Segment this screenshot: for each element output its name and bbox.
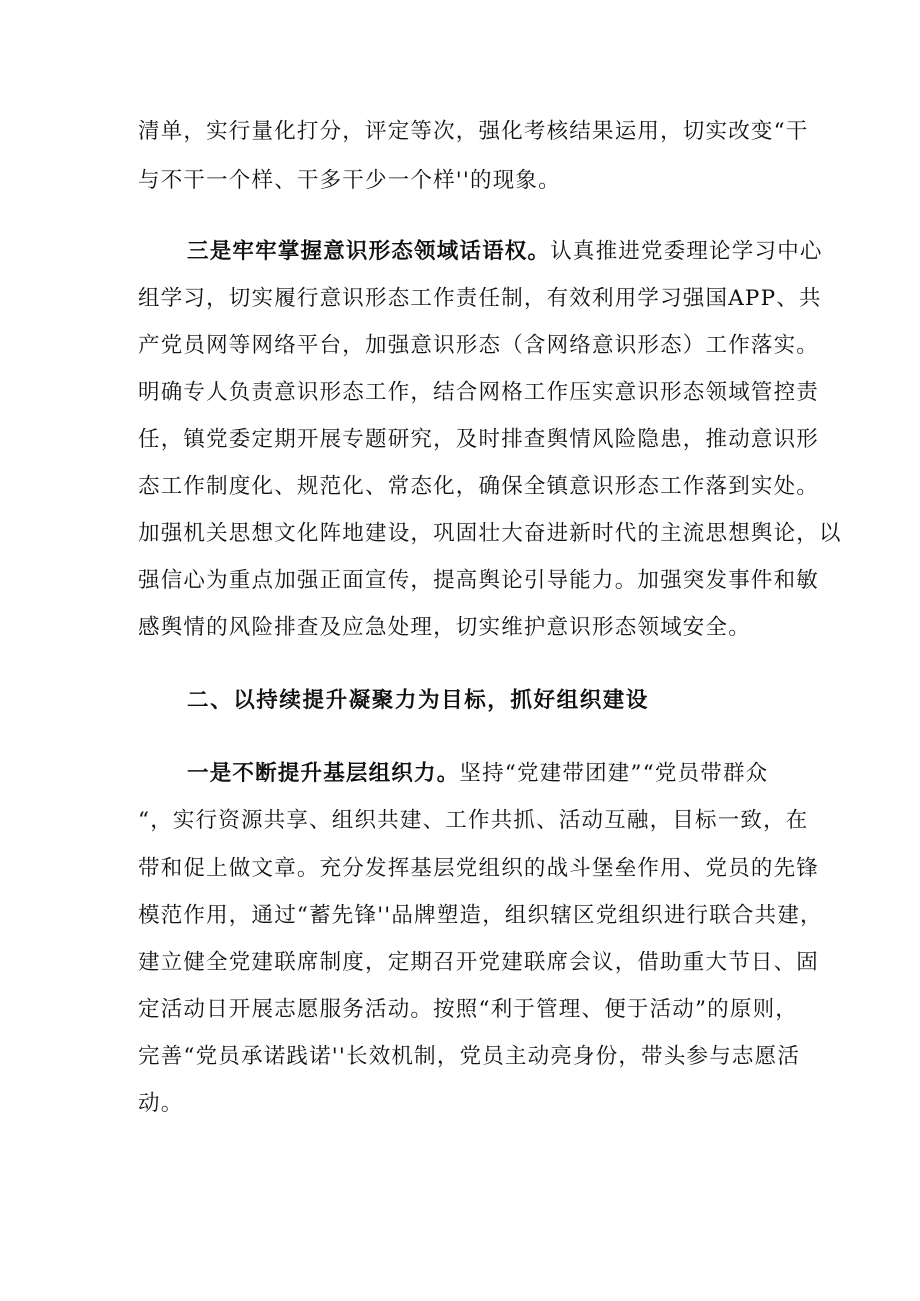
paragraph-3-line-1 [187,754,798,794]
paragraph-2-lead: 三是牢牢掌握意识形态领域话语权。 [187,239,551,264]
paragraph-3-line-7: 完善“党员承诺践诺''长效机制，党员主动亮身份，带头参与志愿活 [138,1044,801,1069]
paragraph-2-line-7: 加强机关思想文化阵地建设，巩固壮大奋进新时代的主流思想舆论，以 [138,521,842,546]
paragraph-2-line-5: 任，镇党委定期开展专题研究，及时排查舆情风险隐患，推动意识形 [138,427,820,452]
paragraph-2-line-6: 态工作制度化、规范化、常态化，确保全镇意识形态工作落到实处。 [138,474,820,499]
paragraph-3-line-2: “，实行资源共享、组织共建、工作共抓、活动互融，目标一致，在 [138,808,809,833]
paragraph-2-first-line-rest: 认真推进党委理论学习中心 [550,239,823,264]
section-heading: 二、以持续提升凝聚力为目标，抓好组织建设 [187,688,650,713]
paragraph-2-line-2: 组学习，切实履行意识形态工作责任制，有效利用学习强国APP、共 [138,286,822,311]
paragraph-3-first-line-rest: 坚持“党建带团建”“党员带群众 [459,761,769,786]
paragraph-2-line-8: 强信心为重点加强正面宣传，提高舆论引导能力。加强突发事件和敏 [138,568,820,593]
paragraph-2-line-1 [187,232,823,272]
paragraph-1-line-2: 与不干一个样、干多干少一个样''的现象。 [138,168,561,193]
paragraph-3-lead: 一是不断提升基层组织力。 [187,761,460,786]
paragraph-3-line-6: 定活动日开展志愿服务活动。按照“利于管理、便于活动”的原则， [138,997,798,1022]
paragraph-3-line-5: 建立健全党建联席制度，定期召开党建联席会议，借助重大节日、固 [138,950,820,975]
paragraph-3-line-3: 带和促上做文章。充分发挥基层党组织的战斗堡垒作用、党员的先锋 [138,856,820,881]
paragraph-2-line-9: 感舆情的风险排查及应急处理，切实维护意识形态领域安全。 [138,615,751,640]
paragraph-3-line-4: 模范作用，通过“蓄先锋''品牌塑造，组织辖区党组织进行联合共建， [138,903,823,928]
paragraph-2-line-4: 明确专人负责意识形态工作，结合网格工作压实意识形态领域管控责 [138,380,820,405]
paragraph-2-line-3: 产党员网等网络平台，加强意识形态（含网络意识形态）工作落实。 [138,333,820,358]
paragraph-3-line-8: 动。 [138,1091,184,1116]
paragraph-1-line-1: 清单，实行量化打分，评定等次，强化考核结果运用，切实改变“干 [138,119,809,144]
